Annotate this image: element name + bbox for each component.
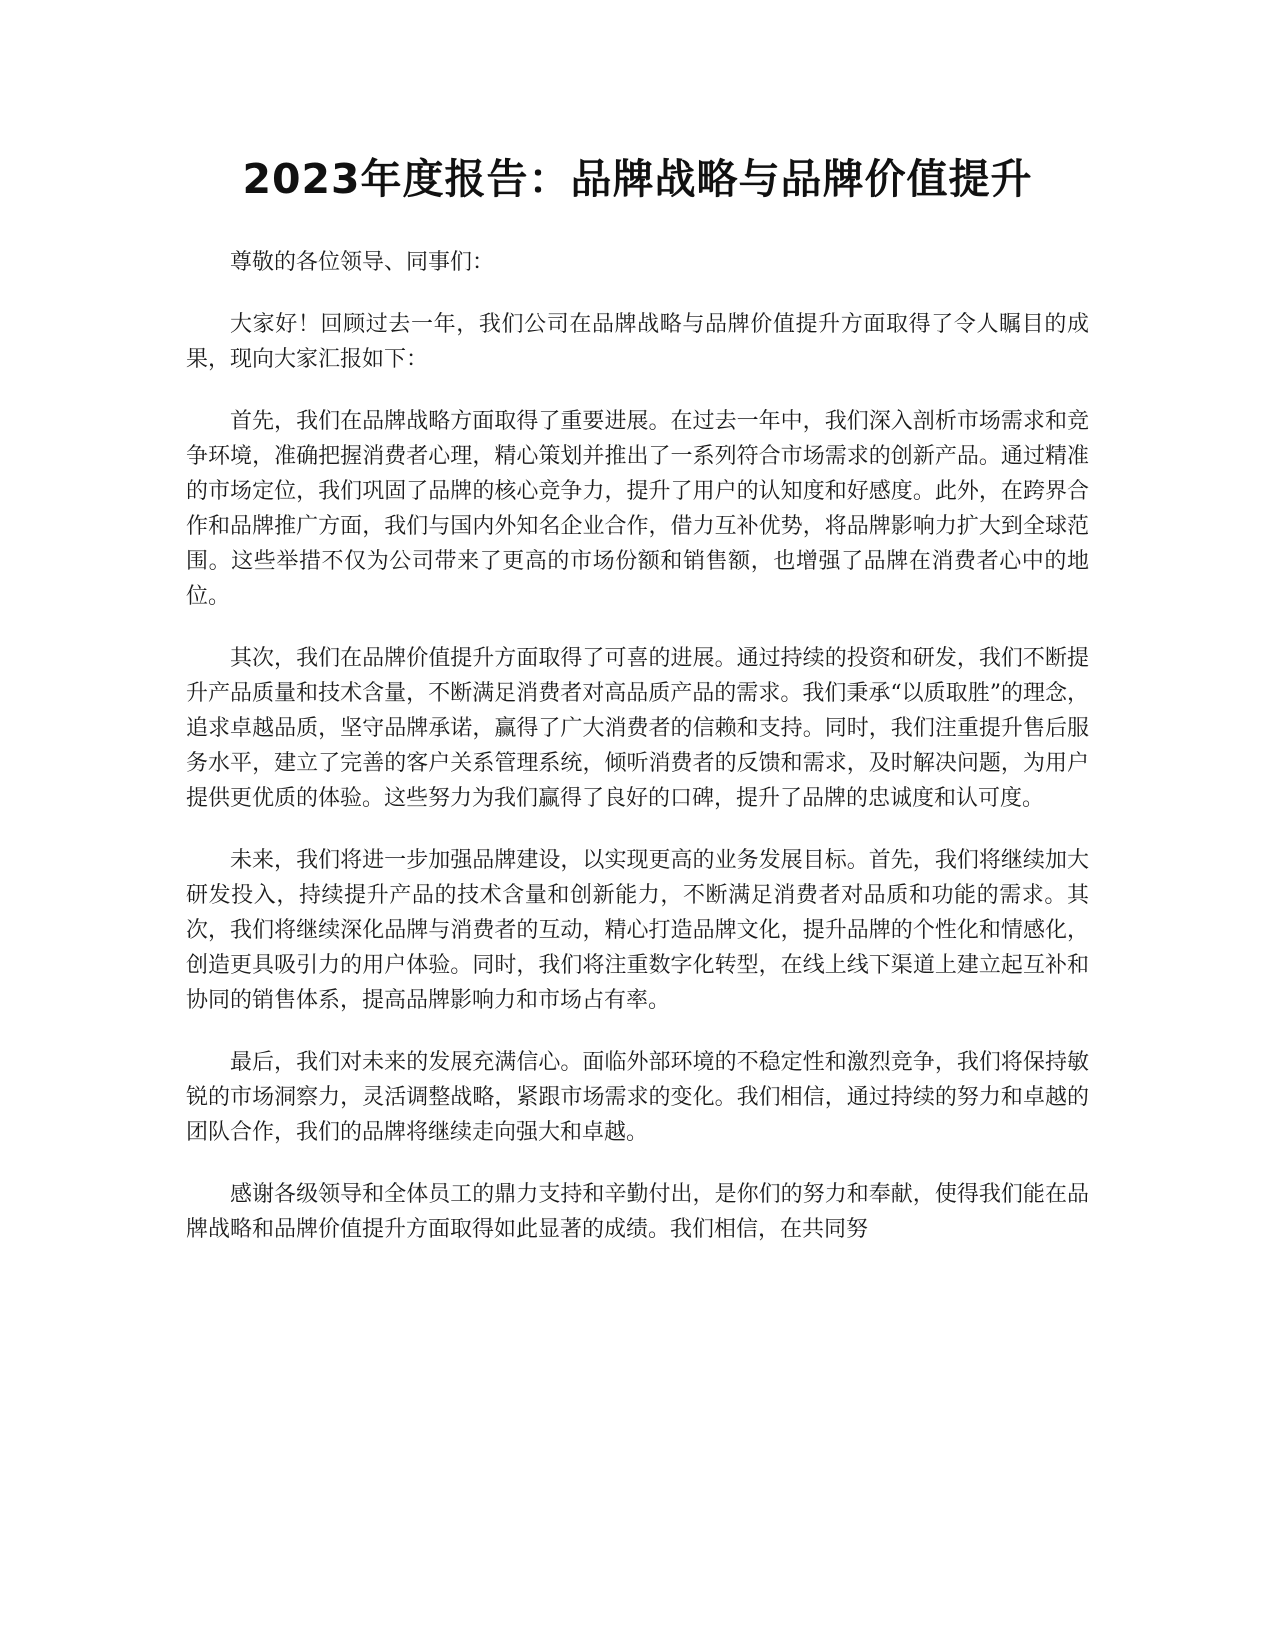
paragraph-salutation: 尊敬的各位领导、同事们： xyxy=(230,250,495,275)
document-title: 2023年度报告：品牌战略与品牌价值提升 xyxy=(242,155,1033,203)
paragraph-brand-strategy: 首先，我们在品牌战略方面取得了重要进展。在过去一年中，我们深入剖析市场需求和竞争环境，准确把握消费者心理，精心策划并推出了一系列符合市场需求的创新产品。通过精准的市场定位，我们巩固了品牌的核心竞争力，提升了用户的认知度和好感度。此外，在跨界合作和品牌推广方面，我们与国内外知名企业合作，借力互补优势，将品牌影响力扩大到全球范围。这些举措不仅为公司带来了更高的市场份额和销售额，也增强了品牌在消费者心中的地位。 xyxy=(186,409,1089,609)
paragraph-greeting: 大家好！回顾过去一年，我们公司在品牌战略与品牌价值提升方面取得了令人瞩目的成果，现向大家汇报如下： xyxy=(186,312,1089,372)
document-body xyxy=(186,245,1089,1274)
paragraph-brand-value: 其次，我们在品牌价值提升方面取得了可喜的进展。通过持续的投资和研发，我们不断提升产品质量和技术含量，不断满足消费者对高品质产品的需求。我们秉承“以质取胜”的理念，追求卓越品质，坚守品牌承诺，赢得了广大消费者的信赖和支持。同时，我们注重提升售后服务水平，建立了完善的客户关系管理系统，倾听消费者的反馈和需求，及时解决问题，为用户提供更优质的体验。这些努力为我们赢得了良好的口碑，提升了品牌的忠诚度和认可度。 xyxy=(186,646,1089,811)
paragraph-future-plans: 未来，我们将进一步加强品牌建设，以实现更高的业务发展目标。首先，我们将继续加大研发投入，持续提升产品的技术含量和创新能力，不断满足消费者对品质和功能的需求。其次，我们将继续深化品牌与消费者的互动，精心打造品牌文化，提升品牌的个性化和情感化，创造更具吸引力的用户体验。同时，我们将注重数字化转型，在线上线下渠道上建立起互补和协同的销售体系，提高品牌影响力和市场占有率。 xyxy=(186,848,1089,1013)
paragraph-confidence: 最后，我们对未来的发展充满信心。面临外部环境的不稳定性和激烈竞争，我们将保持敏锐的市场洞察力，灵活调整战略，紧跟市场需求的变化。我们相信，通过持续的努力和卓越的团队合作，我们的品牌将继续走向强大和卓越。 xyxy=(186,1050,1089,1145)
paragraph-thanks: 感谢各级领导和全体员工的鼎力支持和辛勤付出，是你们的努力和奉献，使得我们能在品牌战略和品牌价值提升方面取得如此显著的成绩。我们相信，在共同努 xyxy=(186,1182,1089,1242)
